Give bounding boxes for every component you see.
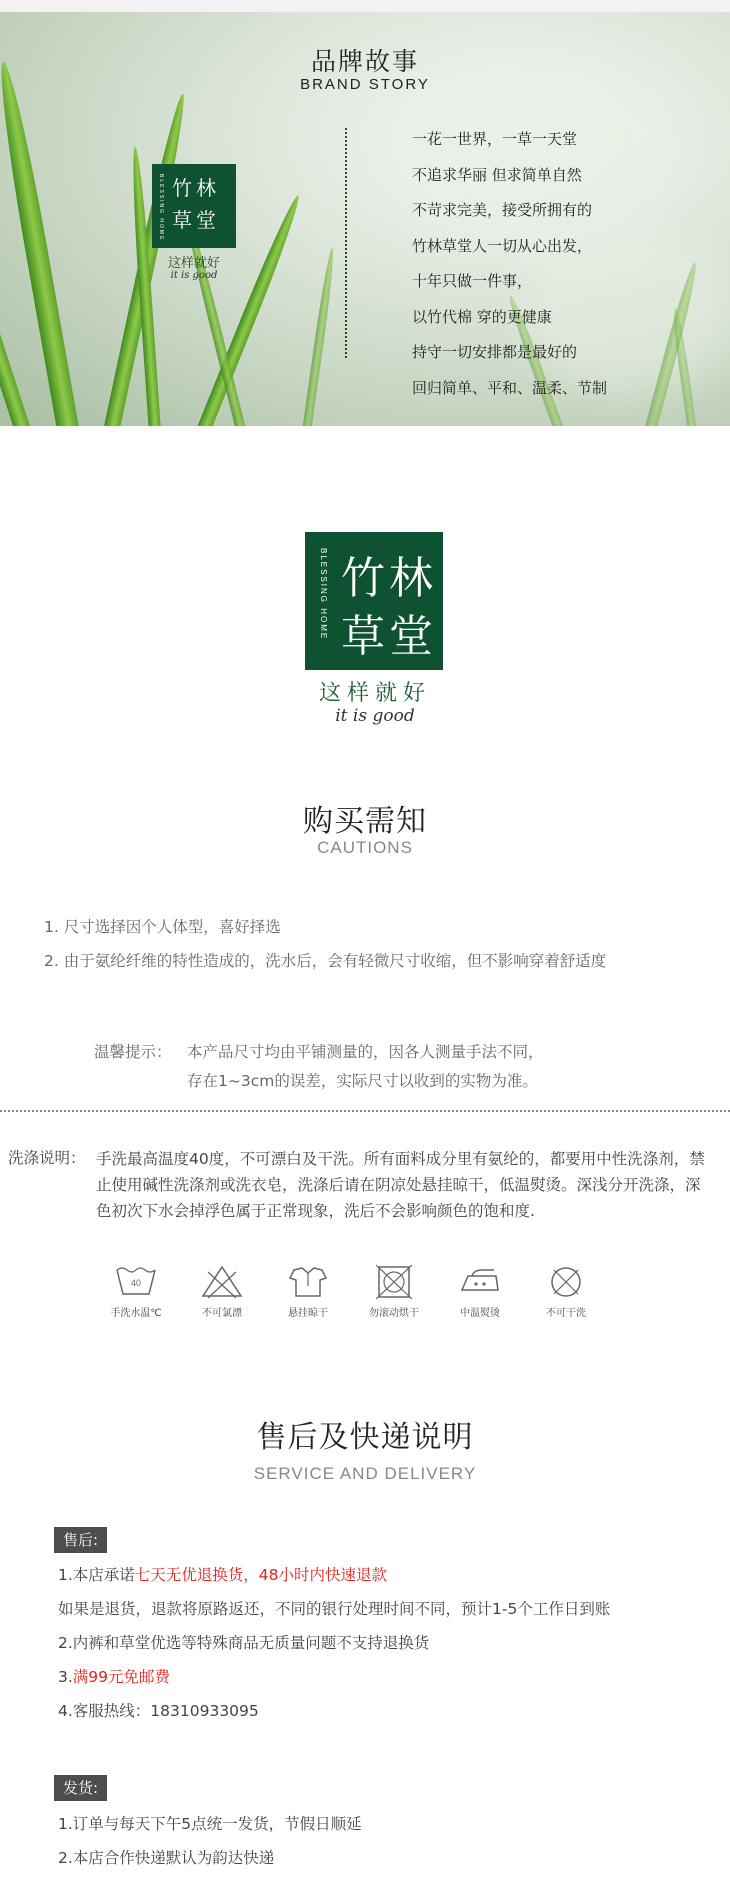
brand-story-banner xyxy=(0,12,730,426)
service-subtitle: SERVICE AND DELIVERY xyxy=(253,1464,477,1483)
caution-item: 1. 尺寸选择因个人体型，喜好择选 xyxy=(44,918,281,936)
top-strip xyxy=(0,0,730,12)
after-sales-tag: 售后: xyxy=(54,1527,107,1553)
service-line xyxy=(58,1566,387,1585)
care-item xyxy=(182,1264,262,1319)
service-line xyxy=(58,1668,170,1687)
story-line: 竹林草堂人一切从心出发， xyxy=(412,236,593,255)
service-line: 如果是退货，退款将原路返还，不同的银行处理时间不同，预计1-5个工作日到账 xyxy=(58,1600,611,1618)
caution-item: 2. 由于氨纶纤维的特性造成的，洗水后，会有轻微尺寸收缩，但不影响穿着舒适度 xyxy=(44,952,607,970)
washing-instructions: 手洗最高温度40度，不可漂白及干洗。所有面料成分里有氨纶的，都要用中性洗涤剂，禁止使用碱性洗涤剂或洗衣皂，洗涤后请在阴凉处悬挂晾干，低温熨烫。深浅分开洗涤，深色初次下水会掉浮色属于正常现象，洗后不会影响颜色的饱和度. xyxy=(96,1150,705,1220)
care-label: 不可氯漂 xyxy=(202,1308,242,1319)
logo-char: 草 xyxy=(172,208,192,232)
story-line: 一花一世界，一草一天堂 xyxy=(412,130,578,148)
tip-label: 温馨提示： xyxy=(94,1043,172,1061)
logo-char: 草 xyxy=(341,611,385,662)
service-hotline: 4.客服热线：18310933095 xyxy=(58,1702,259,1720)
logo-char: 竹 xyxy=(341,553,385,604)
shipping-line: 1.订单与每天下午5点统一发货，节假日顺延 xyxy=(58,1815,362,1833)
iron-medium-icon xyxy=(456,1264,504,1300)
hand-wash-icon xyxy=(112,1264,160,1300)
no-tumble-dry-icon xyxy=(370,1264,418,1300)
care-label: 中温熨烫 xyxy=(460,1308,500,1319)
care-item xyxy=(268,1264,348,1319)
care-label: 不可干洗 xyxy=(546,1308,586,1319)
story-line: 回归简单、平和、温柔、节制 xyxy=(412,378,608,397)
highlight-text: 七天无优退换货，48小时内快速退款 xyxy=(134,1566,388,1584)
logo-char: 堂 xyxy=(389,611,433,662)
logo-tagline-cn: 这样就好 xyxy=(167,256,220,271)
tip-line: 本产品尺寸均由平铺测量的，因各人测量手法不同， xyxy=(187,1043,544,1061)
washing-label: 洗涤说明： xyxy=(8,1149,86,1167)
logo-tagline-cn: 这样就好 xyxy=(318,681,431,706)
dotted-separator xyxy=(0,1110,730,1112)
story-line: 持守一切安排都是最好的 xyxy=(412,343,578,361)
logo-char: 堂 xyxy=(196,208,216,232)
logo-vertical-text: BLESSING HOME xyxy=(319,548,328,641)
service-line-text: 3. xyxy=(58,1668,73,1686)
tip-line: 存在1~3cm的误差，实际尺寸以收到的实物为准。 xyxy=(187,1072,538,1090)
care-item xyxy=(354,1264,434,1319)
logo-tagline-en: it is good xyxy=(335,706,415,726)
logo-char: 竹 xyxy=(172,176,192,200)
care-item xyxy=(526,1264,606,1319)
service-title: 售后及快递说明 xyxy=(256,1420,474,1455)
no-bleach-icon xyxy=(198,1264,246,1300)
care-label: 悬挂晾干 xyxy=(288,1308,328,1319)
shipping-tag: 发货: xyxy=(54,1775,107,1801)
wash-temp-text: 40 xyxy=(130,1278,142,1288)
logo-char: 林 xyxy=(389,553,433,604)
shipping-line: 2.本店合作快递默认为韵达快递 xyxy=(58,1849,275,1867)
dotted-divider xyxy=(345,128,347,358)
care-item xyxy=(96,1264,176,1319)
brand-story-title: 品牌故事 xyxy=(310,47,419,76)
logo-char: 林 xyxy=(196,176,216,200)
highlight-text: 满99元免邮费 xyxy=(72,1668,171,1686)
story-line: 不追求华丽 但求简单自然 xyxy=(412,165,582,184)
story-line: 十年只做一件事， xyxy=(412,272,533,290)
brand-logo xyxy=(305,532,443,670)
brand-story-text xyxy=(412,122,607,406)
care-label: 手洗水温℃ xyxy=(110,1308,162,1319)
brand-story-subtitle: BRAND STORY xyxy=(300,76,430,93)
logo-vertical-text: BLESSING HOME xyxy=(158,174,164,242)
story-line: 不苛求完美，接受所拥有的 xyxy=(412,201,593,219)
care-item xyxy=(440,1264,520,1319)
cautions-subtitle: CAUTIONS xyxy=(317,838,413,857)
care-label: 勿滚动烘干 xyxy=(369,1308,419,1319)
no-dry-clean-icon xyxy=(542,1264,590,1300)
hang-dry-icon xyxy=(284,1264,332,1300)
service-line: 2.内裤和草堂优选等特殊商品无质量问题不支持退换货 xyxy=(58,1634,430,1652)
logo-small xyxy=(152,164,236,248)
story-line: 以竹代棉 穿的更健康 xyxy=(412,307,552,326)
logo-tagline-en: it is good xyxy=(170,270,218,281)
cautions-title: 购买需知 xyxy=(303,804,427,839)
grass-blade xyxy=(300,247,337,426)
service-line-text: 1.本店承诺 xyxy=(58,1566,135,1584)
